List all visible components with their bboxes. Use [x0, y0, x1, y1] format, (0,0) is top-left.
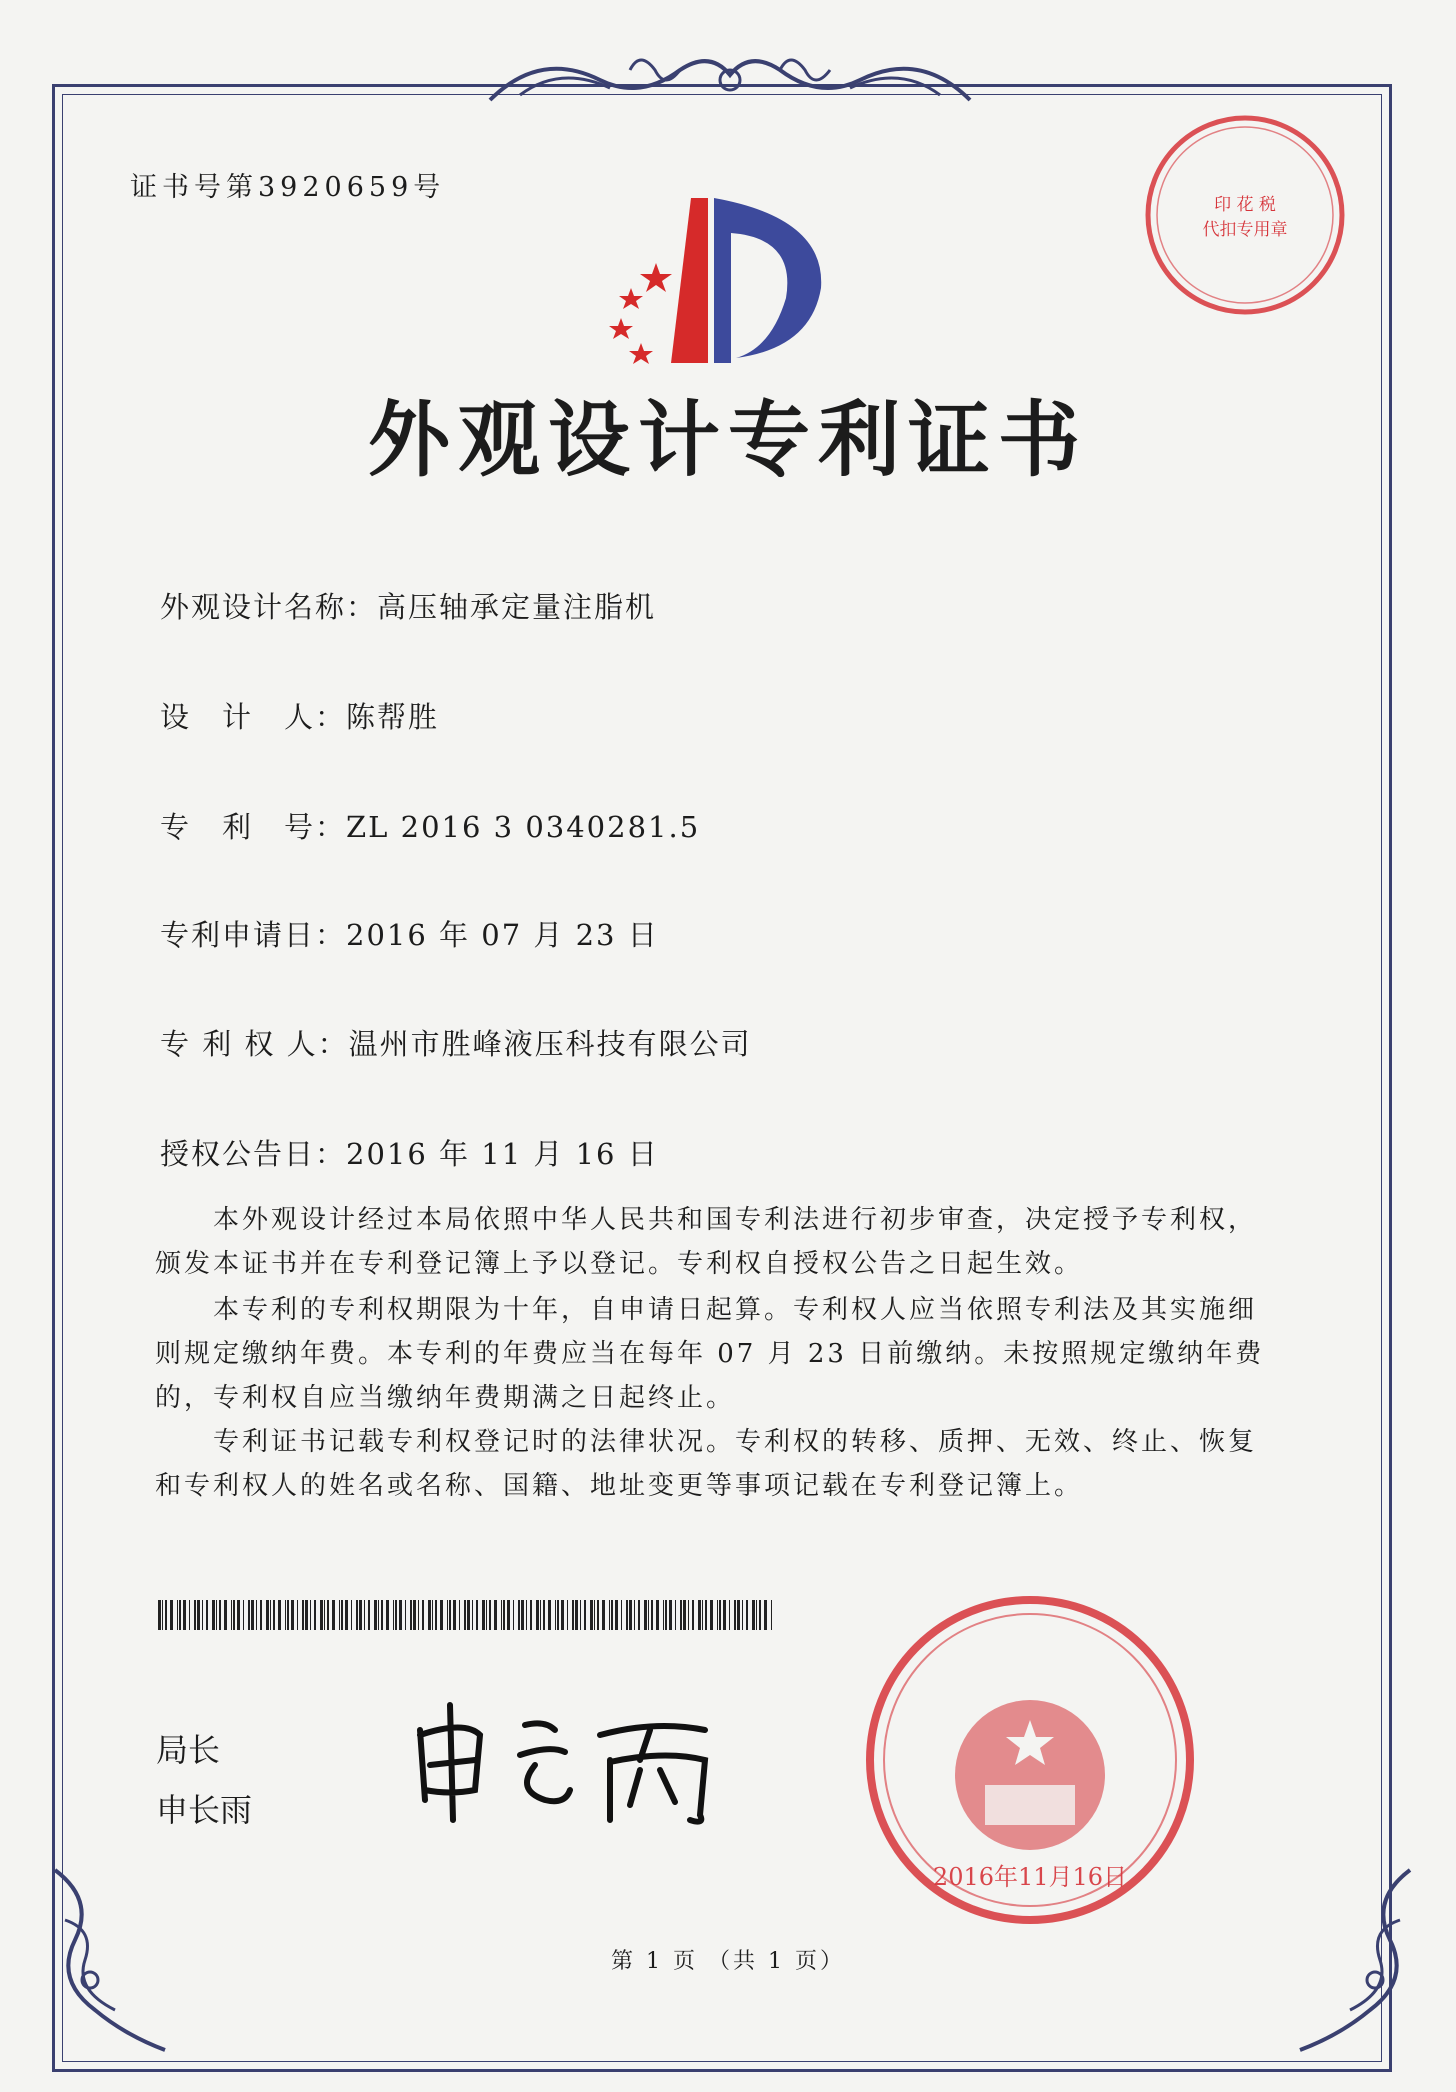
svg-text:印 花 税: 印 花 税: [1214, 195, 1276, 215]
certificate-title: 外观设计专利证书: [367, 393, 1088, 488]
field-grant-date: [160, 1132, 659, 1173]
field-value: 高压轴承定量注脂机: [377, 590, 657, 624]
field-label: 专利申请日：: [160, 918, 347, 952]
field-label: 外观设计名称：: [160, 590, 378, 624]
field-value: 温州市胜峰液压科技有限公司: [348, 1027, 752, 1061]
paragraph-review: 本外观设计经过本局依照中华人民共和国专利法进行初步审查，决定授予专利权，颁发本证书并在专利登记簿上予以登记。专利权自授权公告之日起生效。: [155, 1205, 1258, 1279]
field-value: 2016 年 07 月 23 日: [346, 918, 659, 952]
certificate-number: 证书号第3920659号: [130, 172, 446, 203]
field-patentee: [160, 1022, 752, 1063]
field-value: ZL 2016 3 0340281.5: [346, 810, 701, 844]
svg-text:2016年11月16日: 2016年11月16日: [932, 1863, 1128, 1891]
office-seal: [860, 1590, 1200, 1930]
top-ornament: [480, 40, 980, 120]
director-title: 局长: [156, 1731, 221, 1769]
field-label: 授权公告日：: [160, 1137, 347, 1171]
field-designer: [160, 695, 439, 736]
director-name: 申长雨: [156, 1791, 253, 1829]
page-footer: 第 1 页 （共 1 页）: [611, 1949, 845, 1974]
field-value: 陈帮胜: [346, 700, 440, 734]
field-application-date: [160, 913, 659, 954]
field-label: 专 利 权 人：: [160, 1027, 349, 1061]
paragraph-legal-status: 专利证书记载专利权登记时的法律状况。专利权的转移、质押、无效、终止、恢复和专利权人的姓名或名称、国籍、地址变更等事项记载在专利登记簿上。: [155, 1427, 1258, 1501]
tax-seal: [1140, 110, 1350, 320]
svg-text:代扣专用章: 代扣专用章: [1202, 220, 1288, 240]
barcode: [158, 1600, 778, 1630]
field-patent-number: [160, 805, 700, 846]
field-design-name: [160, 585, 656, 626]
field-label: 专 利 号：: [160, 810, 347, 844]
field-value: 2016 年 11 月 16 日: [346, 1137, 659, 1171]
director-signature: [405, 1690, 745, 1830]
paragraph-term: 本专利的专利权期限为十年，自申请日起算。专利权人应当依照专利法及其实施细则规定缴纳年费。本专利的年费应当在每年 07 月 23 日前缴纳。未按照规定缴纳年费的，专利权自应当缴纳年费期满之日起终止。: [155, 1295, 1265, 1413]
field-label: 设 计 人：: [160, 700, 347, 734]
patent-office-logo: [596, 188, 836, 378]
